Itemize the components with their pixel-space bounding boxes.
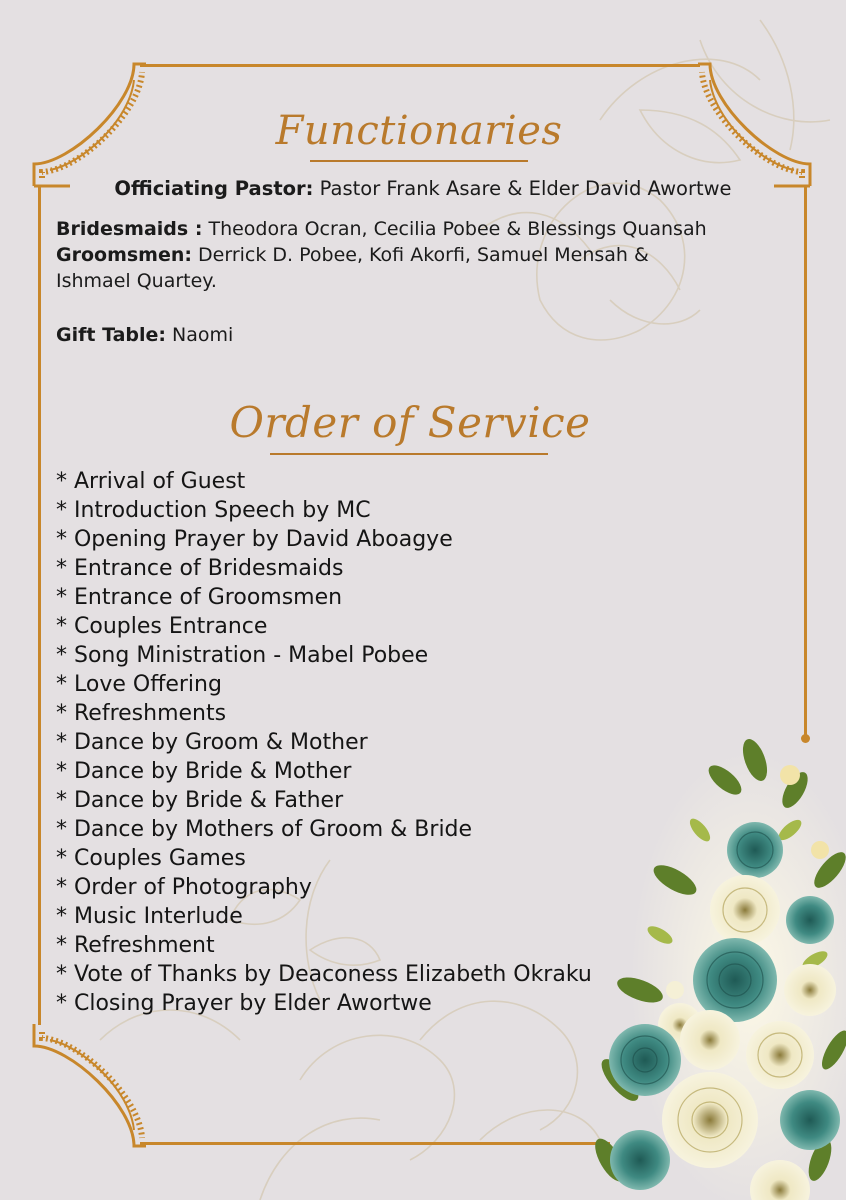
service-item: * Order of Photography xyxy=(56,875,312,900)
flower-bouquet-image xyxy=(580,720,846,1200)
order-of-service-title-underline xyxy=(270,453,548,455)
frame-top-line xyxy=(140,64,700,67)
gift-table-label: Gift Table: xyxy=(56,324,167,346)
service-item: * Refreshments xyxy=(56,701,227,726)
service-item: * Refreshment xyxy=(56,933,215,958)
frame-corner-bottom-left xyxy=(30,1020,150,1150)
officiating-pastor-value: Pastor Frank Asare & Elder David Awortwe xyxy=(313,177,732,200)
bridesmaids-line xyxy=(56,216,707,242)
groomsmen-value: Derrick D. Pobee, Kofi Akorfi, Samuel Mensah & xyxy=(192,244,649,266)
order-of-service-list xyxy=(56,467,592,1018)
service-item: * Dance by Groom & Mother xyxy=(56,730,368,755)
frame-right-line xyxy=(804,185,807,737)
gift-table-value: Naomi xyxy=(166,324,234,346)
service-item: * Introduction Speech by MC xyxy=(56,498,371,523)
service-item: * Arrival of Guest xyxy=(56,469,246,494)
service-item: * Couples Entrance xyxy=(56,614,268,639)
service-item: * Love Offering xyxy=(56,672,222,697)
service-item: * Music Interlude xyxy=(56,904,243,929)
service-item: * Dance by Bride & Mother xyxy=(56,759,352,784)
officiating-pastor-label: Officiating Pastor: xyxy=(114,177,314,200)
groomsmen-label: Groomsmen: xyxy=(56,244,192,266)
bridesmaids-label: Bridesmaids : xyxy=(56,218,203,240)
service-item: * Dance by Bride & Father xyxy=(56,788,344,813)
groomsmen-line-continued: Ishmael Quartey. xyxy=(56,270,217,292)
service-item: * Dance by Mothers of Groom & Bride xyxy=(56,817,473,842)
functionaries-title-underline xyxy=(310,160,528,162)
gift-table-line xyxy=(56,322,233,348)
officiating-pastor-line xyxy=(0,176,846,202)
service-item: * Entrance of Groomsmen xyxy=(56,585,343,610)
frame-left-line xyxy=(38,185,41,1025)
groomsmen-line xyxy=(56,242,649,268)
bridesmaids-value: Theodora Ocran, Cecilia Pobee & Blessings Quansah xyxy=(202,218,707,240)
service-item: * Opening Prayer by David Aboagye xyxy=(56,527,453,552)
service-item: * Couples Games xyxy=(56,846,246,871)
order-of-service-title: Order of Service xyxy=(229,398,591,447)
frame-bottom-line xyxy=(140,1142,610,1145)
service-item: * Song Ministration - Mabel Pobee xyxy=(56,643,429,668)
service-item: * Vote of Thanks by Deaconess Elizabeth Okraku xyxy=(56,962,592,987)
functionaries-title: Functionaries xyxy=(275,108,563,154)
service-item: * Closing Prayer by Elder Awortwe xyxy=(56,991,432,1016)
service-item: * Entrance of Bridesmaids xyxy=(56,556,344,581)
